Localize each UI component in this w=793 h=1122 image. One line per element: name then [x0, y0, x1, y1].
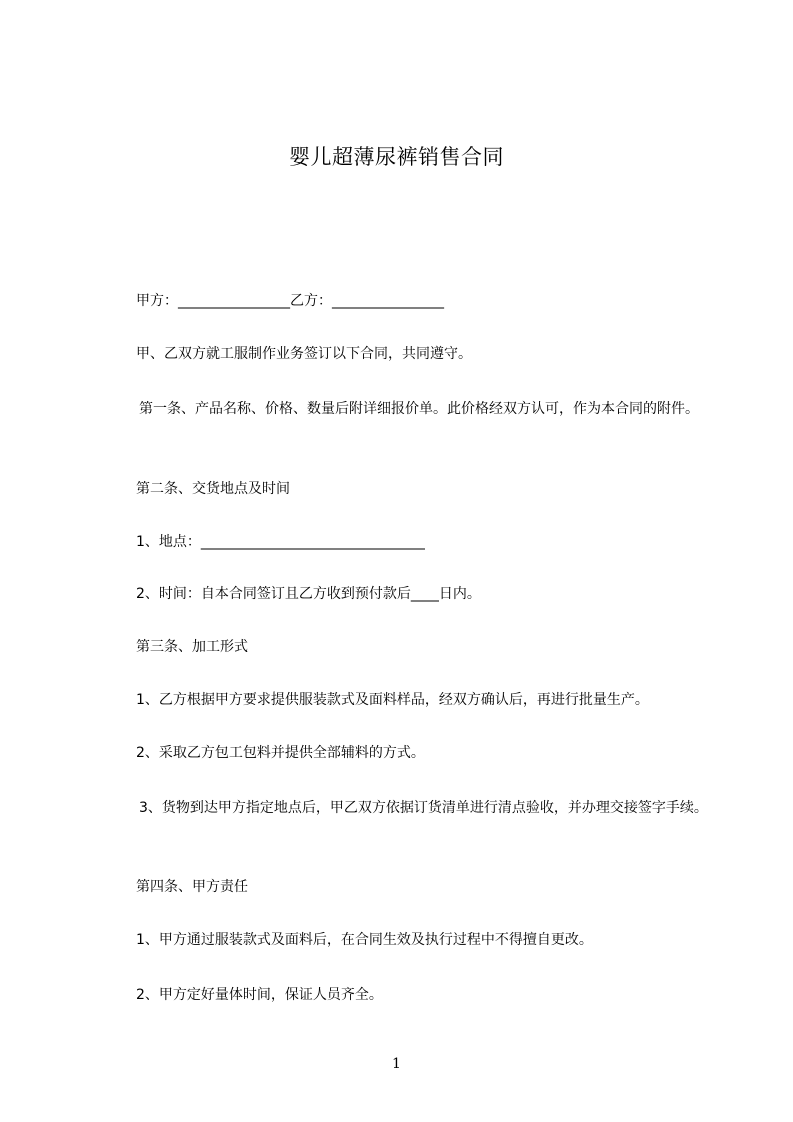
processing-item-2: 2、采取乙方包工包料并提供全部辅料的方式。 [136, 745, 425, 761]
article-2-heading: 第二条、交货地点及时间 [136, 481, 290, 497]
article-4-heading: 第四条、甲方责任 [136, 879, 248, 895]
delivery-location: 1、地点：________________________________ [136, 534, 425, 550]
party-a-duty-1: 1、甲方通过服装款式及面料后，在合同生效及执行过程中不得擅自更改。 [136, 932, 593, 948]
processing-item-1: 1、乙方根据甲方要求提供服装款式及面料样品，经双方确认后，再进行批量生产。 [136, 692, 649, 708]
intro-paragraph: 甲、乙双方就工服制作业务签订以下合同，共同遵守。 [136, 346, 472, 362]
party-line: 甲方：________________乙方：________________ [136, 293, 444, 309]
processing-item-3: 3、货物到达甲方指定地点后，甲乙双方依据订货清单进行清点验收，并办理交接签字手续。 [139, 800, 708, 816]
document-title: 婴儿超薄尿裤销售合同 [289, 145, 504, 169]
page-number: 1 [392, 1056, 401, 1072]
party-a-duty-2: 2、甲方定好量体时间，保证人员齐全。 [136, 987, 383, 1003]
delivery-time: 2、时间：自本合同签订且乙方收到预付款后____日内。 [136, 586, 481, 602]
article-3-heading: 第三条、加工形式 [136, 639, 248, 655]
article-1-paragraph: 第一条、产品名称、价格、数量后附详细报价单。此价格经双方认可，作为本合同的附件。 [139, 401, 699, 417]
